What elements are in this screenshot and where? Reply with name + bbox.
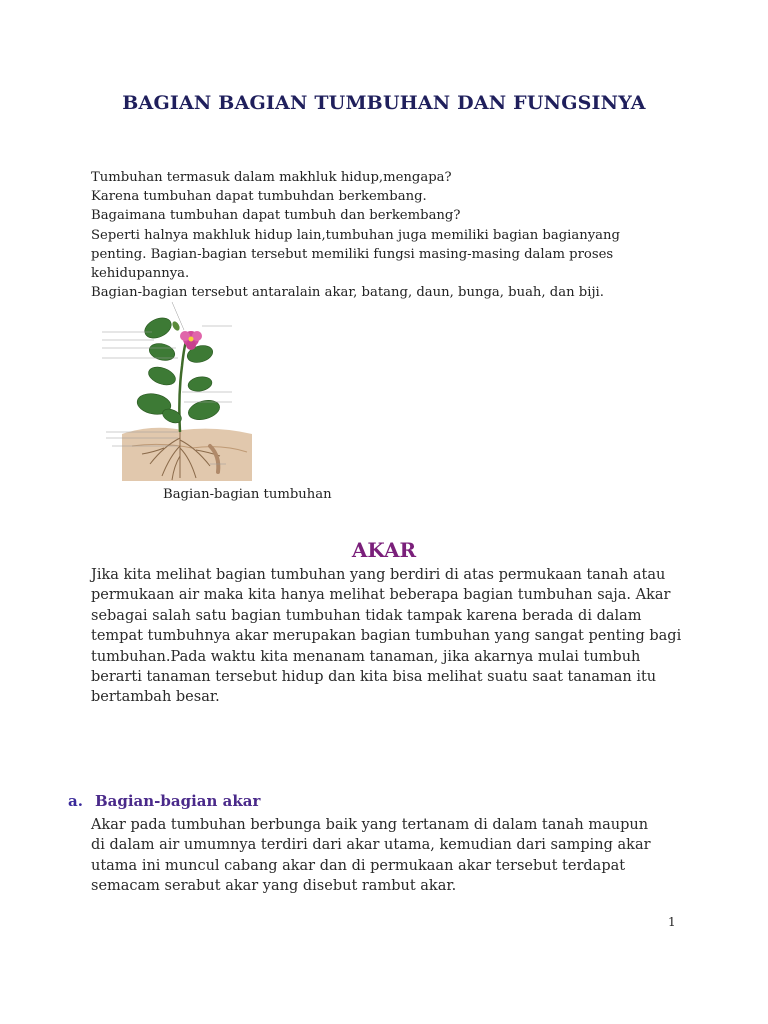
paragraph-line: utama ini muncul cabang akar dan di permukaan akar tersebut terdapat — [91, 857, 626, 874]
paragraph-line: permukaan air maka kita hanya melihat beberapa bagian tumbuhan saja. Akar — [91, 587, 671, 604]
paragraph-line: Akar pada tumbuhan berbunga baik yang tertanam di dalam tanah maupun — [91, 817, 649, 833]
intro-line: penting. Bagian-bagian tersebut memiliki fungsi masing-masing dalam proses — [91, 246, 614, 262]
plant-parts-illustration — [92, 296, 262, 486]
list-marker: a. — [68, 792, 83, 810]
section-heading-akar: AKAR — [351, 538, 417, 562]
intro-paragraph — [91, 168, 651, 302]
subsection-title: Bagian-bagian akar — [94, 792, 261, 810]
paragraph-line: sebagai salah satu bagian tumbuhan tidak tampak karena berada di dalam — [91, 607, 642, 624]
page-number: 1 — [668, 915, 676, 929]
intro-line: kehidupannya. — [91, 266, 190, 282]
figure-caption: Bagian-bagian tumbuhan — [163, 487, 332, 502]
paragraph-line: di dalam air umumnya terdiri dari akar utama, kemudian dari samping akar — [91, 837, 651, 854]
paragraph-line: Jika kita melihat bagian tumbuhan yang berdiri di atas permukaan tanah atau — [91, 567, 666, 583]
intro-line: Bagaimana tumbuhan dapat tumbuh dan berkembang? — [91, 208, 461, 224]
document-title: BAGIAN BAGIAN TUMBUHAN DAN FUNGSINYA — [122, 92, 646, 114]
intro-line: Seperti halnya makhluk hidup lain,tumbuhan juga memiliki bagian bagianyang — [91, 227, 620, 243]
intro-line: Karena tumbuhan dapat tumbuhdan berkembang. — [91, 189, 427, 205]
paragraph-line: tempat tumbuhnya akar merupakan bagian tumbuhan yang sangat penting bagi — [91, 628, 682, 645]
paragraph-line: tumbuhan.Pada waktu kita menanam tanaman, jika akarnya mulai tumbuh — [91, 648, 641, 665]
akar-paragraph — [91, 565, 691, 708]
paragraph-line: semacam serabut akar yang disebut rambut akar. — [91, 878, 457, 895]
intro-line: Tumbuhan termasuk dalam makhluk hidup,mengapa? — [91, 170, 452, 185]
paragraph-line: berarti tanaman tersebut hidup dan kita bisa melihat suatu saat tanaman itu — [91, 669, 657, 686]
bagian-akar-paragraph — [91, 815, 691, 897]
intro-line: Bagian-bagian tersebut antaralain akar, batang, daun, bunga, buah, dan biji. — [91, 285, 604, 301]
paragraph-line: bertambah besar. — [91, 689, 220, 706]
subsection-heading — [68, 792, 260, 810]
